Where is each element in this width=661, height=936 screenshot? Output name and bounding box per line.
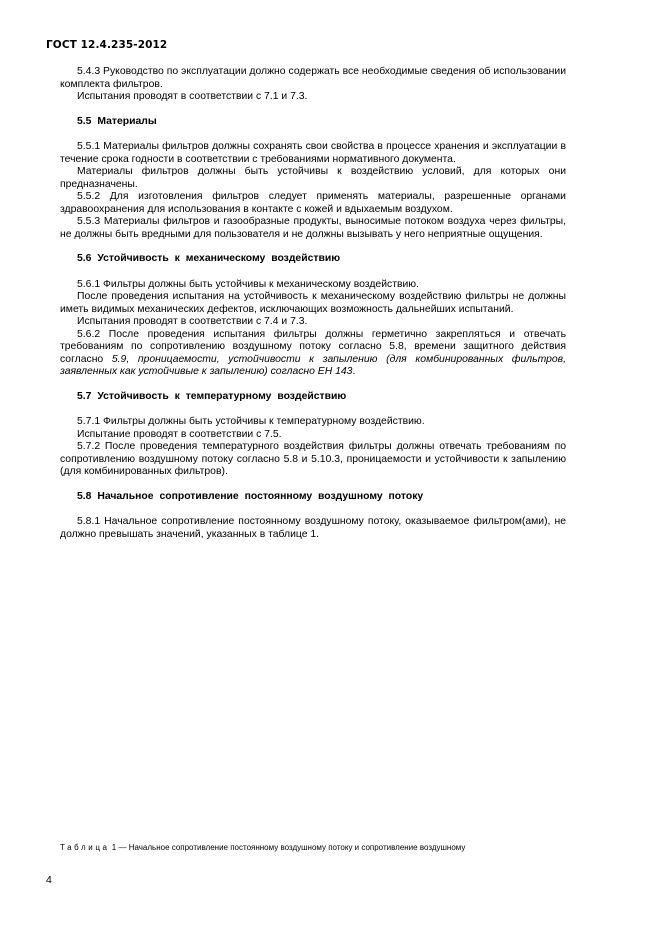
paragraph-5-5-1: 5.5.1 Материалы фильтров должны сохранять свои свойства в процессе хранения и эксплуатации в течение срока годности в соответствии с требованиями нормативного документа. — [60, 141, 566, 165]
paragraph-5-6-2-end: . — [352, 366, 356, 377]
table-caption-label: Таблица — [60, 843, 110, 852]
table-caption — [60, 843, 465, 852]
paragraph-5-6-2 — [60, 329, 566, 379]
paragraph-5-6-1: 5.6.1 Фильтры должны быть устойчивы к механическому воздействию. — [77, 278, 419, 290]
paragraph-5-7-1: 5.7.1 Фильтры должны быть устойчивы к температурному воздействию. — [77, 416, 425, 427]
section-heading-5-6: 5.6 Устойчивость к механическому воздействию — [77, 253, 341, 264]
paragraph-5-5-2: 5.5.2 Для изготовления фильтров следует применять материалы, разрешенные органами здравоохранения для использования в контакте с кожей и вдыхаемым воздухом. — [60, 191, 566, 215]
paragraph-5-4-3: 5.4.3 Руководство по эксплуатации должно содержать все необходимые сведения об использовании комплекта фильтров. — [60, 66, 566, 90]
paragraph-5-6-2-italic: 5.9, проницаемости, устойчивости к запылению (для комбинированных фильтров, заявленных как устойчивые к запылению) согласно ЕН 143 — [60, 353, 566, 377]
paragraph-5-5-3: 5.5.3 Материалы фильтров и газообразные продукты, выносимые потоком воздуха через фильтры, не должны быть вредными для пользователя и не должны вызывать у него неприятные ощущения. — [60, 216, 566, 240]
paragraph-5-6-2-text: 5.6.2 После проведения испытания фильтры должны герметично закрепляться и отвечать требованиям по сопротивлению воздушному потоку согласно 5.8, времени защитного действия согласно — [60, 328, 566, 365]
paragraph-5-7-2: 5.7.2 После проведения температурного воздействия фильтры должны отвечать требованиям по сопротивлению воздушному потоку согласно 5.8 и 5.10.3, проницаемости и устойчивости к запылению (для комбинированных фильтров). — [60, 441, 566, 477]
paragraph-5-6-1-tests: Испытания проводят в соответствии с 7.4 и 7.3. — [77, 316, 308, 327]
table-caption-text: 1 — Начальное сопротивление постоянному воздушному потоку и сопротивление воздушному — [109, 843, 466, 852]
section-heading-5-5: 5.5 Материалы — [77, 115, 157, 127]
section-heading-5-7: 5.7 Устойчивость к температурному воздействию — [77, 390, 347, 402]
paragraph-5-8-1: 5.8.1 Начальное сопротивление постоянному воздушному потоку, оказываемое фильтром(ами), не должно превышать значений, указанных в таблице 1. — [60, 516, 566, 540]
paragraph-5-6-1-b: После проведения испытания на устойчивость к механическому воздействию фильтры не должны иметь видимых механических дефектов, исключающих возможность дальнейших испытаний. — [60, 291, 566, 315]
page-number: 4 — [46, 874, 52, 886]
document-header: ГОСТ 12.4.235-2012 — [46, 39, 168, 51]
paragraph-5-4-3-tests: Испытания проводят в соответствии с 7.1 и 7.3. — [77, 91, 308, 102]
paragraph-5-5-1-b: Материалы фильтров должны быть устойчивы к воздействию условий, для которых они предназначены. — [60, 166, 566, 190]
paragraph-5-7-1-tests: Испытание проводят в соответствии с 7.5. — [77, 428, 282, 440]
section-heading-5-8: 5.8 Начальное сопротивление постоянному воздушному потоку — [77, 490, 424, 502]
document-body — [60, 66, 566, 541]
